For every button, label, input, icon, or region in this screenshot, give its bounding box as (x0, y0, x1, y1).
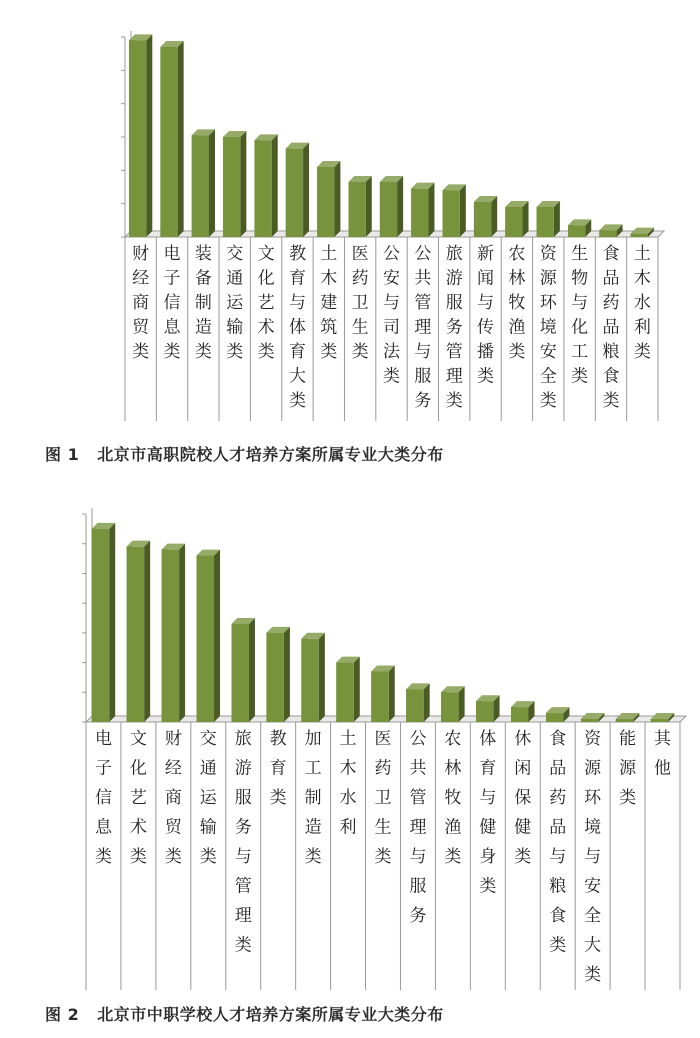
bar (129, 34, 152, 237)
category-label: 教育类 (269, 729, 287, 808)
bar-front-face (380, 182, 397, 237)
bar-front-face (546, 713, 563, 722)
bar-front-face (371, 671, 388, 722)
category-label: 加工制造类 (304, 729, 322, 867)
figure-1-caption (45, 442, 444, 465)
bar-front-face (336, 663, 353, 722)
bar-front-face (411, 189, 428, 237)
bar-side-face (366, 176, 372, 237)
bar (443, 184, 466, 237)
bar-front-face (317, 167, 334, 237)
bar (192, 129, 215, 237)
bar (127, 541, 150, 722)
bar-front-face (581, 719, 598, 722)
category-label: 资源环境与安全大类 (584, 729, 602, 985)
bar-side-face (284, 627, 290, 722)
bar-front-face (92, 529, 109, 722)
category-label: 财经商贸类 (132, 244, 150, 362)
figure-2-title: 北京市中职学校人才培养方案所属专业大类分布 (97, 1005, 444, 1024)
bar-front-face (301, 639, 318, 722)
bar (441, 686, 464, 722)
bar-front-face (616, 719, 633, 722)
bar (568, 219, 591, 237)
category-label: 旅游服务管理类 (445, 244, 463, 411)
bar (160, 41, 183, 237)
bar (317, 161, 340, 237)
bar-front-face (127, 547, 144, 722)
category-label: 农林牧渔类 (508, 244, 526, 362)
bar-front-face (568, 225, 585, 237)
bar-front-face (223, 137, 240, 237)
category-label: 土木建筑类 (320, 244, 338, 362)
bar (406, 683, 429, 722)
bar-side-face (146, 34, 152, 237)
category-label: 旅游服务与管理类 (234, 729, 252, 956)
category-label: 电子信息类 (94, 729, 112, 867)
bar-side-face (424, 683, 430, 722)
category-label: 文化艺术类 (257, 244, 275, 362)
category-label: 土木水利 (339, 729, 357, 838)
category-label: 装备制造类 (194, 244, 212, 362)
bar (92, 523, 115, 722)
bar (476, 695, 499, 722)
category-label: 生物与化工类 (571, 244, 589, 387)
bar-side-face (303, 143, 309, 237)
bar (505, 201, 528, 237)
bar-side-face (272, 134, 278, 237)
figure-1-number: 图 1 (45, 445, 80, 464)
bar-front-face (651, 719, 668, 722)
bar-front-face (254, 140, 271, 237)
bar-side-face (428, 183, 434, 237)
category-label: 食品药品粮食类 (602, 244, 620, 411)
category-label: 食品药品与粮食类 (549, 729, 567, 956)
bar-side-face (178, 41, 184, 237)
bar-front-face (443, 190, 460, 237)
bar (537, 201, 560, 237)
bar-side-face (214, 550, 220, 722)
category-label: 公安与司法类 (383, 244, 400, 387)
chart-2 (0, 490, 700, 995)
category-label: 公共管理与服务 (414, 244, 432, 411)
category-label: 教育与体育大类 (288, 244, 306, 411)
category-label: 电子信息类 (163, 244, 181, 362)
bar-side-face (319, 633, 325, 722)
bar-front-face (160, 47, 177, 237)
bar-front-face (197, 556, 214, 722)
bar-side-face (397, 176, 403, 237)
bar-front-face (406, 689, 423, 722)
category-label: 农林牧渔类 (444, 729, 462, 867)
category-label: 公共管理与服务 (409, 729, 427, 926)
bar-front-face (129, 40, 146, 237)
bar (336, 657, 359, 722)
bar (349, 176, 372, 237)
bar-front-face (474, 202, 491, 237)
bar (411, 183, 434, 237)
bar-side-face (179, 544, 185, 722)
bar (266, 627, 289, 722)
bar-side-face (209, 129, 215, 237)
bar (371, 665, 394, 722)
bar-front-face (192, 135, 209, 237)
bar-side-face (459, 686, 465, 722)
category-label: 医药卫生类 (351, 244, 369, 362)
bar-front-face (505, 207, 522, 237)
bar-side-face (249, 618, 255, 722)
bar-front-face (511, 707, 528, 722)
category-label: 财经商贸类 (164, 729, 182, 867)
bar-side-face (109, 523, 115, 722)
chart-1 (0, 0, 700, 440)
bar-front-face (441, 692, 458, 722)
bar (301, 633, 324, 722)
bar-side-face (491, 196, 497, 237)
bar (511, 701, 534, 722)
category-label: 休闲保健类 (514, 729, 532, 867)
bar-side-face (460, 184, 466, 237)
bar (223, 131, 246, 237)
bar (232, 618, 255, 722)
bar (380, 176, 403, 237)
bar-front-face (232, 624, 249, 722)
bar (254, 134, 277, 237)
bar-side-face (554, 201, 560, 237)
bar-front-face (286, 149, 303, 237)
bar-front-face (599, 230, 616, 237)
bar-side-face (523, 201, 529, 237)
category-label: 交通运输类 (226, 244, 244, 362)
bar-side-face (334, 161, 340, 237)
category-label: 新闻与传播类 (477, 244, 495, 387)
bar-front-face (476, 701, 493, 722)
category-label: 文化艺术类 (129, 729, 147, 867)
bar-front-face (349, 182, 366, 237)
bar-front-face (266, 633, 283, 722)
category-label: 土木水利类 (633, 244, 651, 362)
bar (474, 196, 497, 237)
bar-side-face (144, 541, 150, 722)
bar-side-face (354, 657, 360, 722)
category-label: 医药卫生类 (374, 729, 392, 867)
bar-front-face (162, 550, 179, 722)
bar (197, 550, 220, 722)
bar (286, 143, 309, 237)
category-label: 能源类 (619, 729, 637, 808)
category-label: 体育与健身类 (479, 729, 497, 897)
category-label: 资源环境安全类 (539, 244, 557, 411)
figure-1-title: 北京市高职院校人才培养方案所属专业大类分布 (97, 445, 444, 464)
bar-front-face (631, 234, 648, 237)
bar-side-face (240, 131, 246, 237)
bar-front-face (537, 207, 554, 237)
category-label: 其他 (654, 729, 672, 779)
figure-2-number: 图 2 (45, 1005, 80, 1024)
bar-side-face (389, 665, 395, 722)
bar (162, 544, 185, 722)
figure-2-caption (45, 1002, 444, 1025)
category-label: 交通运输类 (199, 729, 217, 867)
